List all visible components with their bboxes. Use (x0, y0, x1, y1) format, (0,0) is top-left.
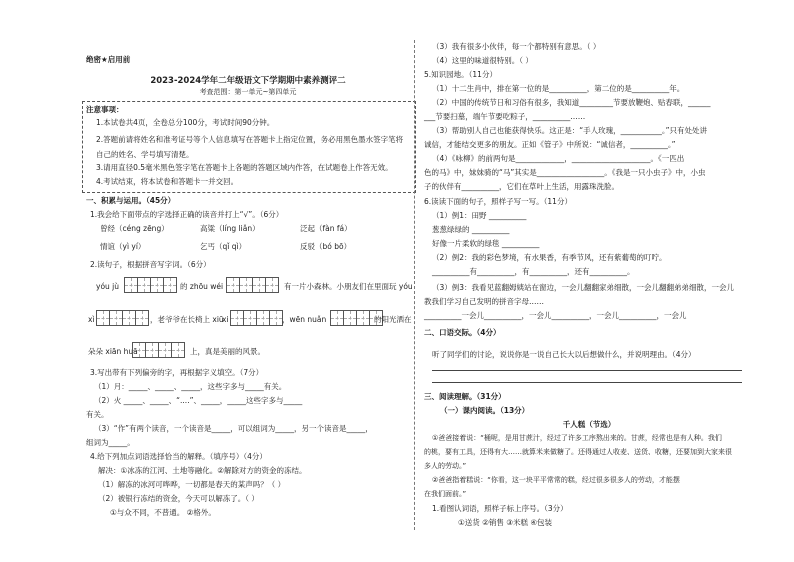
q4-text: 4.给下列加点词语选择恰当的解释。（填序号）（4分） (90, 452, 267, 461)
passage-text: ②爸爸指着糕说：“你看，这一块平平常常的糕，经过很多很多人的劳动，才能摆 (432, 476, 680, 484)
q4-explain: 解决：①冰冻的江河、土地等融化。②解除对方的资金的冻结。 (98, 466, 307, 475)
secret-mark: 绝密★启用前 (86, 55, 131, 64)
q1-item: 反驳（bó bō） (300, 242, 352, 251)
q1-item: 泛起（fàn fá） (300, 224, 352, 233)
q1-item: 乞丐（qǐ qì） (200, 242, 247, 251)
q6-item: 葱葱绿绿的 __________ (432, 225, 510, 234)
pinyin-prompt: xì (88, 315, 95, 324)
section-3-subtitle: （一）课内阅读。（13分） (440, 406, 530, 415)
passage-text: 的桃，要有工具，还得有大……就算米来做糖了。还得通过人收麦、送货、收糖，还要加到大家来很 (424, 448, 732, 456)
q6-item: （1）例1：田野 __________ (432, 211, 527, 220)
q3-item-2: （2）火 _____、_____、“....”、_____，_____这些字多与_____ (94, 396, 303, 405)
section-2-question: 听了同学们的讨论，说说你是一说自己长大以后想做什么，并说明理由。（4分） (432, 350, 696, 359)
q2-text: 2.读句子，根据拼音写字词。（6分） (90, 260, 211, 269)
q1-item: 高粱（líng liǎn） (200, 224, 260, 233)
sentence-text: 有一片小森林。小朋友们在里面玩 yóu (284, 282, 413, 291)
passage-title: 千人糕（节选） (562, 420, 616, 429)
section-2-title: 二、口语交际。（4分） (424, 328, 501, 337)
q5-item-4c: 子的伙伴有__________，它们在草叶上生活，用露珠洗脸。 (424, 182, 619, 191)
note-2: 2.答题前请将姓名和准考证号等个人信息填写在答题卡上指定位置，务必用黑色墨水签字笔将自己的姓名、学号填写清楚。 (96, 135, 404, 159)
char-grid[interactable] (132, 342, 184, 358)
q6-item: （3）例3：我看见蓝翻姆姨站在窗边，一会儿翻翻家弟细散，一会儿翻翻弟弟细散，一会儿 (432, 283, 735, 292)
sentence-text: ，老爷爷在长椅上 xiū (150, 315, 224, 324)
q5-item-4: （4）《咏柳》的前两句是_____________，_____________________。《一匹出 (432, 154, 685, 163)
notes-title: 注意事项： (86, 105, 124, 114)
q4-item-1: （1）解冻的冰河可哗哗，一切都是春天的某声吗？（ ） (98, 480, 286, 489)
sentence-text: 的阳光洒在 (374, 315, 412, 324)
column-divider (414, 40, 415, 530)
q5-item-4b: 色的马》中，妹妹骑的“马”其实是__________________。《我是一只小虫子》中，小虫 (424, 168, 706, 177)
q6-item: __________有__________，有__________，还有__________。 (432, 267, 635, 276)
passage-text: 多人的劳动。” (424, 462, 467, 470)
q1-item: 曾经（céng zēng） (100, 224, 169, 233)
passage-text: ①爸爸接着说：“桶呢，是用甘蔗汁，经过了许多工序熬出来的。甘蔗，经常也是有人种。我们 (432, 434, 722, 442)
q6-item: __________一会儿__________，一会儿__________，一会儿__________，一会儿 (424, 311, 687, 320)
q4-item-2: （2）被银行冻结的资金，今天可以解冻了。（ ） (98, 494, 259, 503)
q5-text: 5.知识园地。（11分） (424, 70, 497, 79)
note-1: 1.本试卷共4页，全卷总分100分，考试时间90分钟。 (96, 118, 275, 127)
char-grid[interactable] (96, 310, 148, 326)
answer-line[interactable] (432, 382, 742, 383)
q3-item-3: （3）“作”有两个读音，一个读音是_____，可以组词为_____，另一个读音是_____， (94, 424, 373, 433)
q6-item: （2）例2：我的彩色梦境，有水果香，有季节风，还有紫葡萄的叮咛。 (432, 253, 667, 262)
note-3: 3.请用直径0.5毫米黑色签字笔在答题卡上各题的答题区域内作答，在试题卷上作答无效。 (96, 163, 393, 172)
passage-question: 1.看图认词语，照样子标上序号。（3分） (432, 504, 568, 513)
pinyin-prompt: xi (222, 315, 229, 324)
pinyin-prompt: 的 zhōu wéi (180, 282, 224, 291)
q3-text: 3.写出带有下列偏旁的字，再根据字义填空。（7分） (90, 368, 264, 377)
q6-item: 教我们学习自己发明的拼音字母…… (424, 297, 544, 306)
q5-item-3: （3）帮助别人自己也能获得快乐。这正是：“手人玫瑰，___________。”只有处处讲 (432, 126, 708, 135)
section-1-title: 一、积累与运用。（45分） (86, 196, 176, 205)
q1-text: 1.我会给下面带点的字选择正确的读音并打上“√”。（6分） (90, 210, 284, 219)
q3-item-2b: 有关。 (86, 410, 109, 419)
exam-scope: 考查范围：第一单元~第四单元 (199, 88, 297, 96)
page-title: 2023-2024学年二年级语文下学期期中素养测评二 (150, 76, 346, 86)
r-item: （4）这里的味道很特别。（ ） (432, 56, 533, 65)
char-grid[interactable] (230, 310, 282, 326)
q5-item-2b: ___节要扫墓，端午节要吃粽子，__________…… (424, 112, 586, 121)
q5-item-1: （1）十二生肖中，排在第一位的是__________，第二位的是__________年。 (432, 84, 685, 93)
q4-options: ①与众不同，不普通。 ②格外。 (110, 508, 216, 517)
q6-text: 6.读读下面的句子，照样子写一写。（11分） (424, 197, 572, 206)
char-grid[interactable] (226, 277, 278, 293)
q3-item-1: （1）月：_____、_____、_____，这些字多与_____有关。 (94, 382, 287, 391)
section-3-title: 三、阅读理解。（31分） (424, 392, 506, 401)
pinyin-prompt: ，wēn nuǎn (282, 315, 327, 324)
char-grid[interactable] (124, 277, 176, 293)
q5-item-3b: 诚信，才能结交更多的朋友。正如《管子》中所说：“诚信者，__________。” (424, 140, 676, 149)
pinyin-prompt: yóu jù (96, 282, 120, 291)
answer-line[interactable] (432, 370, 742, 371)
note-4: 4.考试结束，将本试卷和答题卡一并交回。 (96, 177, 239, 186)
passage-text: 在我们面前。” (424, 490, 467, 498)
q5-item-2: （2）中国的传统节日和习俗有很多，我知道_________节要放鞭炮、贴春联，______ (432, 98, 711, 107)
pinyin-prompt: 朵朵 xiān huā (88, 347, 138, 356)
r-item: （3）我有很多小伙伴，每一个都特别有意思。（ ） (432, 42, 601, 51)
sentence-text: 上，真是美丽的风景。 (190, 347, 265, 356)
passage-options: ①送货 ②销售 ③米糕 ④包装 (458, 518, 553, 527)
q1-item: 情谊（yì yí） (100, 242, 146, 251)
q6-item: 好像一片柔软的绿毯 __________ (432, 239, 540, 248)
q3-item-3b: 组词为_____。 (86, 438, 135, 447)
